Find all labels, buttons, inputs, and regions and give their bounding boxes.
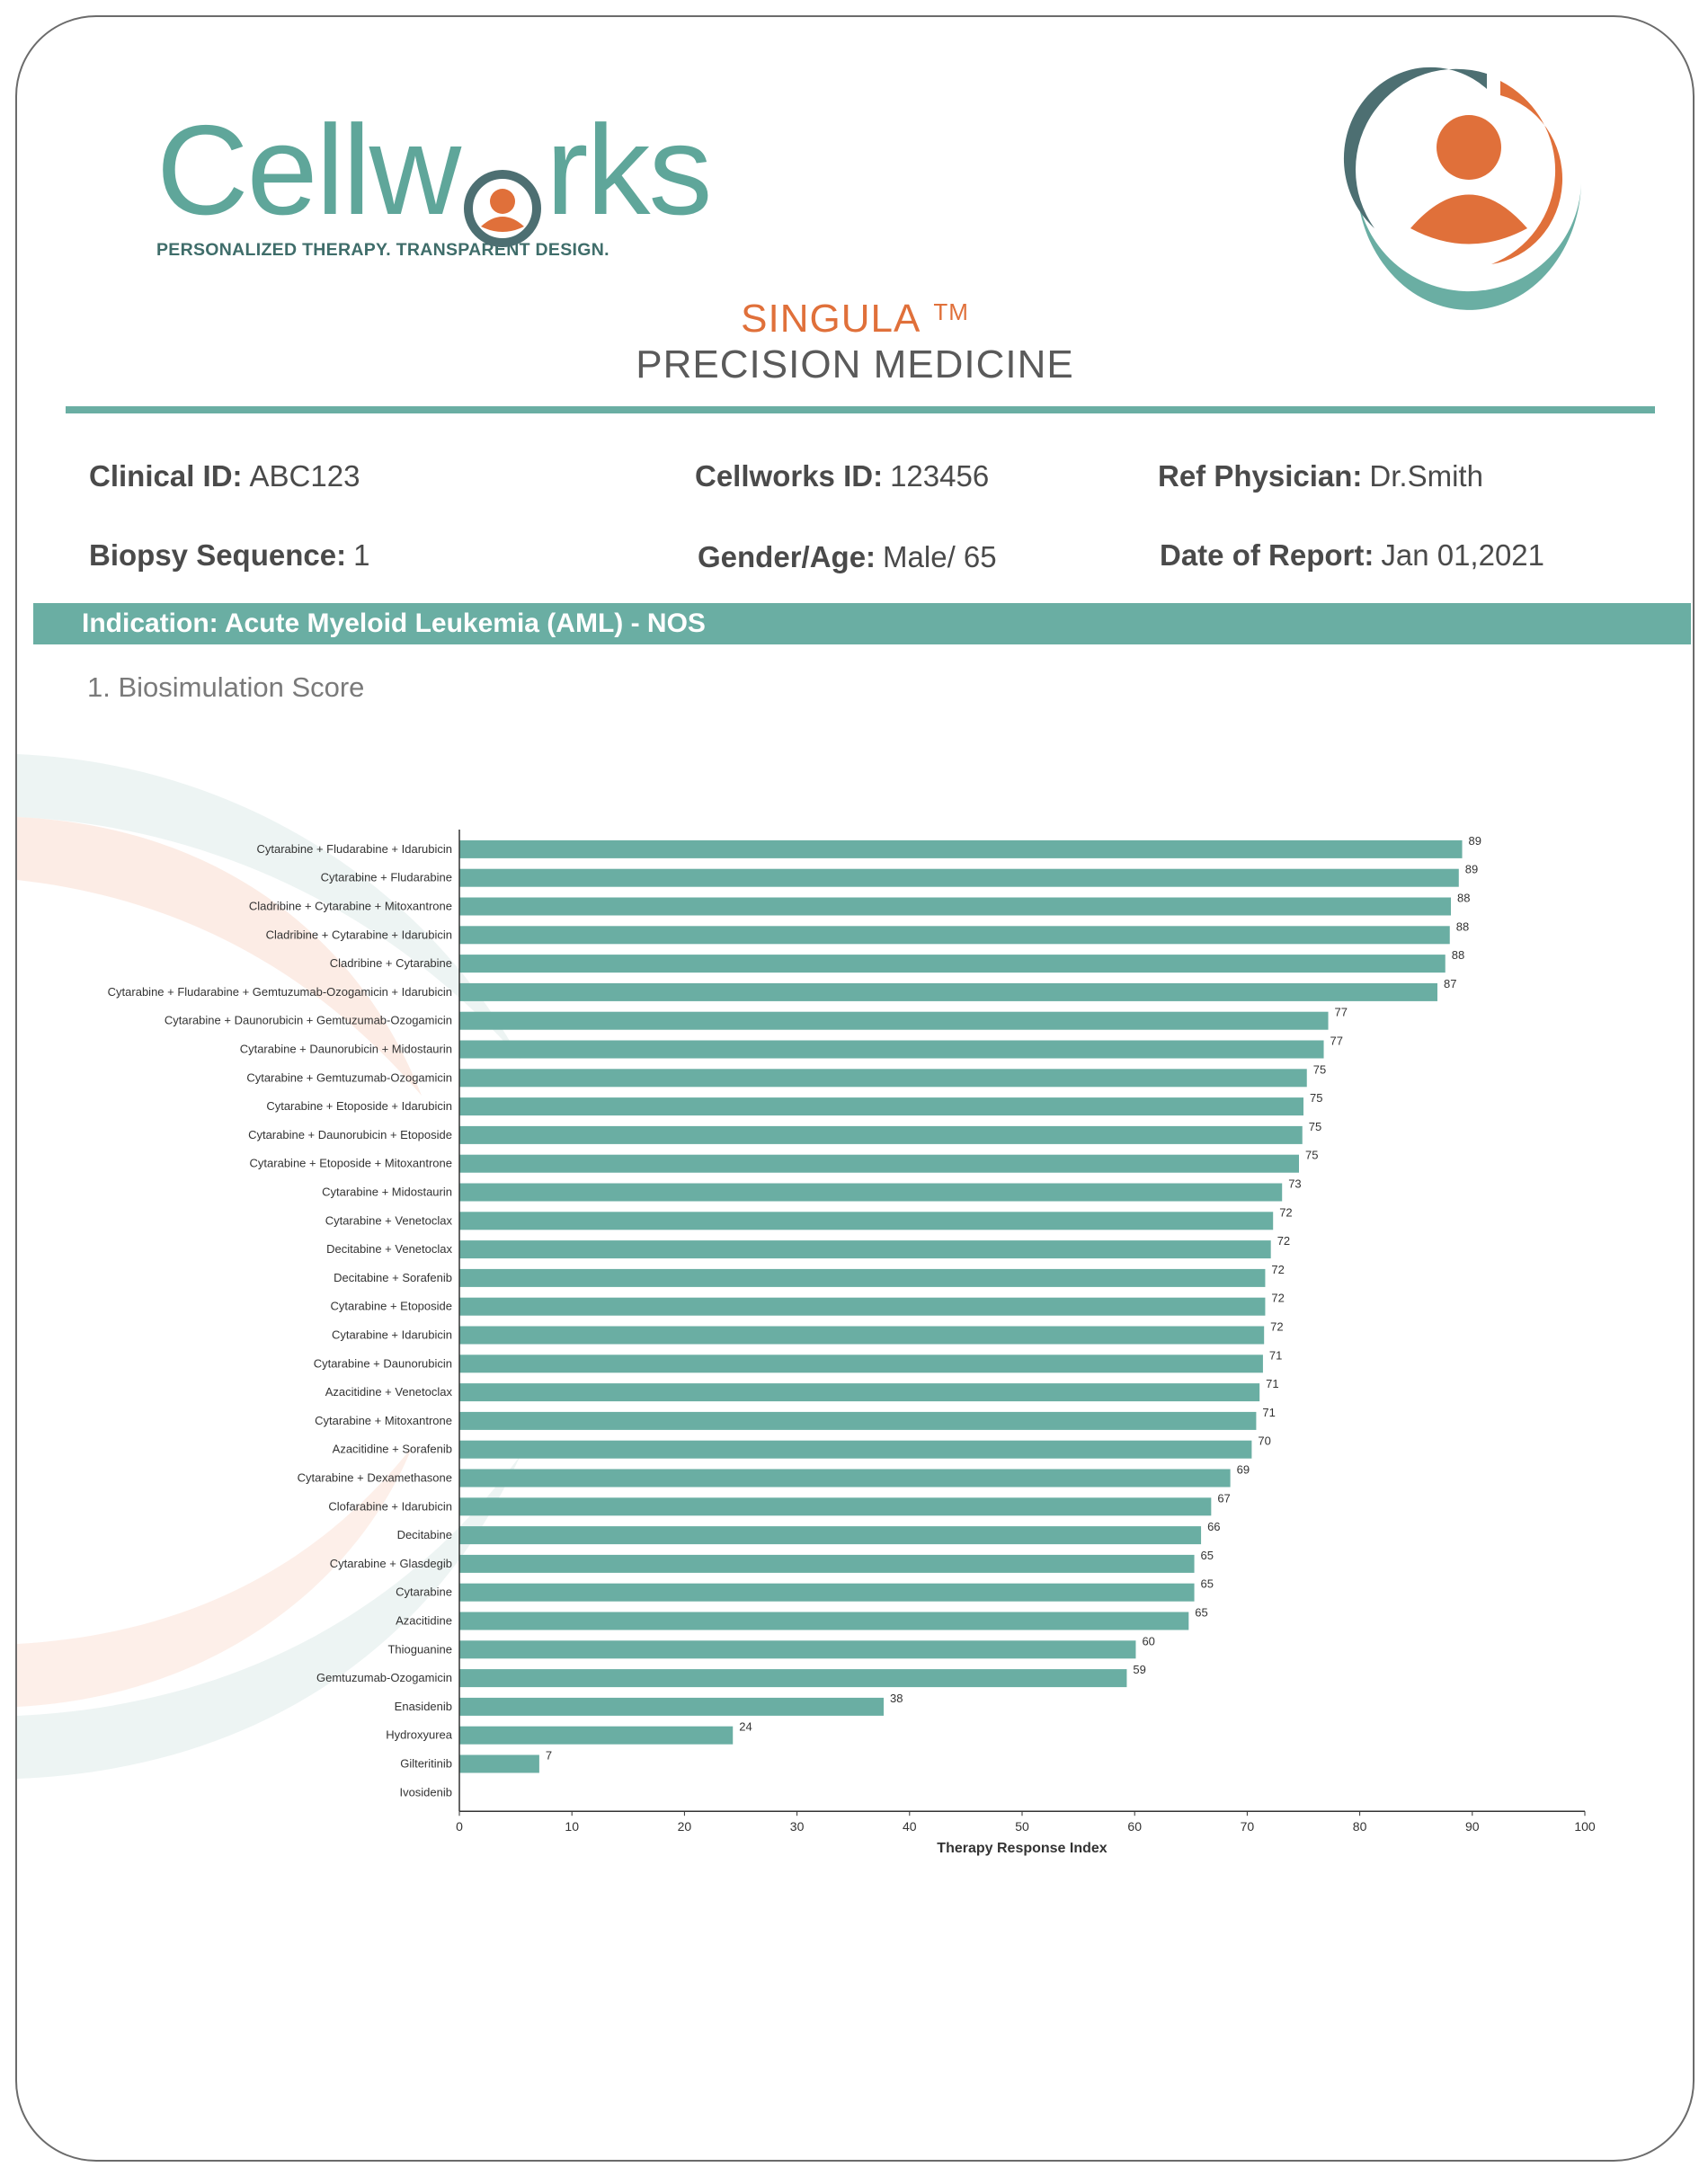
x-tick-label: 90	[1465, 1819, 1480, 1834]
category-label: Gemtuzumab-Ozogamicin	[316, 1671, 452, 1685]
category-label: Ivosidenib	[399, 1785, 452, 1799]
gender-age-field: Gender/Age: Male/ 65	[698, 540, 997, 573]
bar	[459, 1383, 1259, 1401]
bar	[459, 1669, 1126, 1687]
data-label: 70	[1258, 1434, 1271, 1448]
category-label: Cytarabine + Glasdegib	[329, 1556, 452, 1570]
data-label: 60	[1142, 1634, 1155, 1648]
x-tick-label: 60	[1127, 1819, 1142, 1834]
data-label: 71	[1268, 1348, 1283, 1363]
x-tick-label: 80	[1352, 1819, 1367, 1834]
data-label: 71	[1262, 1405, 1276, 1419]
x-tick-label: 50	[1015, 1819, 1029, 1834]
category-label: Azacitidine + Venetoclax	[325, 1385, 452, 1399]
data-label: 72	[1270, 1319, 1284, 1334]
data-label: 77	[1334, 1005, 1348, 1019]
bar	[459, 1470, 1231, 1488]
data-label: 88	[1451, 948, 1465, 963]
category-label: Cytarabine + Midostaurin	[322, 1185, 452, 1199]
data-label: 89	[1464, 862, 1479, 876]
section-title: 1. Biosimulation Score	[87, 671, 365, 703]
data-label: 65	[1200, 1548, 1214, 1562]
category-label: Cytarabine + Gemtuzumab-Ozogamicin	[246, 1070, 452, 1085]
product-name: SINGULA	[741, 297, 921, 341]
bar	[459, 1327, 1264, 1345]
date-of-report-field: Date of Report: Jan 01,2021	[1160, 538, 1545, 572]
data-label: 75	[1304, 1148, 1319, 1162]
data-label: 72	[1271, 1291, 1285, 1305]
bar	[459, 1069, 1307, 1087]
data-label: 66	[1207, 1520, 1221, 1534]
category-label: Hydroxyurea	[386, 1727, 452, 1742]
data-label: 88	[1457, 891, 1471, 905]
category-label: Cytarabine + Daunorubicin + Midostaurin	[239, 1042, 452, 1056]
bar	[459, 1097, 1303, 1115]
bar	[459, 898, 1451, 916]
category-label: Cytarabine + Etoposide + Mitoxantrone	[249, 1156, 452, 1170]
bar	[459, 955, 1446, 973]
bar	[459, 1612, 1188, 1630]
data-label: 75	[1310, 1091, 1323, 1106]
data-label: 72	[1271, 1262, 1285, 1276]
bar	[459, 1269, 1265, 1287]
category-label: Azacitidine	[396, 1613, 452, 1628]
product-subtitle: PRECISION MEDICINE	[636, 342, 1074, 386]
category-label: Cytarabine + Mitoxantrone	[315, 1413, 452, 1427]
data-label: 7	[545, 1748, 553, 1763]
category-label: Clofarabine + Idarubicin	[328, 1499, 452, 1514]
cellworks-id-field: Cellworks ID: 123456	[695, 459, 990, 493]
x-tick-label: 0	[456, 1819, 463, 1834]
data-label: 65	[1200, 1576, 1214, 1591]
bar	[459, 1155, 1299, 1173]
trademark-symbol: TM	[933, 298, 969, 325]
data-label: 71	[1266, 1377, 1279, 1391]
data-label: 89	[1468, 833, 1482, 848]
x-tick-label: 100	[1574, 1819, 1596, 1834]
data-label: 67	[1217, 1491, 1231, 1505]
biosimulation-bar-chart	[17, 17, 1693, 2160]
bar	[459, 1441, 1251, 1459]
category-label: Thioguanine	[387, 1642, 452, 1656]
data-label: 38	[890, 1691, 903, 1705]
bar	[459, 1184, 1282, 1202]
category-label: Decitabine	[396, 1528, 452, 1542]
x-tick-label: 40	[903, 1819, 917, 1834]
category-label: Cytarabine + Daunorubicin	[313, 1356, 452, 1371]
bar	[459, 869, 1459, 887]
bar	[459, 1698, 884, 1716]
x-tick-label: 20	[677, 1819, 692, 1834]
category-label: Cytarabine + Etoposide	[330, 1299, 452, 1313]
category-label: Cladribine + Cytarabine	[329, 956, 452, 971]
x-tick-label: 70	[1240, 1819, 1255, 1834]
bar	[459, 1497, 1211, 1515]
bar	[459, 926, 1450, 944]
data-label: 73	[1288, 1177, 1302, 1191]
data-label: 24	[739, 1719, 752, 1734]
data-label: 69	[1236, 1462, 1250, 1477]
bar	[459, 840, 1463, 858]
logo-wordmark: Cellw rks	[156, 99, 711, 242]
data-label: 75	[1308, 1119, 1322, 1133]
category-label: Cladribine + Cytarabine + Idarubicin	[265, 928, 452, 942]
category-label: Cytarabine + Fludarabine + Gemtuzumab-Ozogamicin + Idarubicin	[107, 984, 452, 999]
data-label: 72	[1277, 1234, 1291, 1248]
clinical-id-field: Clinical ID: ABC123	[89, 459, 360, 493]
bar	[459, 1354, 1263, 1372]
data-label: 65	[1195, 1605, 1208, 1620]
bar	[459, 1041, 1324, 1059]
category-label: Decitabine + Venetoclax	[326, 1242, 452, 1257]
report-page	[15, 15, 1695, 2162]
data-label: 72	[1279, 1205, 1293, 1220]
category-label: Cytarabine + Idarubicin	[331, 1328, 452, 1342]
logo-tagline: PERSONALIZED THERAPY. TRANSPARENT DESIGN.	[156, 240, 609, 260]
data-label: 75	[1312, 1062, 1327, 1077]
bar	[459, 1412, 1256, 1430]
category-label: Cytarabine + Daunorubicin + Etoposide	[248, 1127, 452, 1141]
data-label: 87	[1443, 976, 1457, 990]
category-label: Cytarabine + Fludarabine + Idarubicin	[256, 841, 452, 856]
category-label: Decitabine + Sorafenib	[334, 1270, 452, 1284]
category-label: Gilteritinib	[400, 1756, 452, 1771]
bar	[459, 1640, 1135, 1658]
x-axis-title: Therapy Response Index	[937, 1841, 1108, 1857]
indication-text: Indication: Acute Myeloid Leukemia (AML) - NOS	[82, 608, 706, 638]
biopsy-sequence-field: Biopsy Sequence: 1	[89, 538, 370, 572]
bar	[459, 1526, 1201, 1544]
bar	[459, 1755, 539, 1773]
bar	[459, 1012, 1329, 1030]
category-label: Cytarabine + Venetoclax	[325, 1213, 452, 1228]
data-label: 77	[1330, 1034, 1344, 1048]
category-label: Cytarabine + Fludarabine	[320, 870, 452, 884]
bar	[459, 983, 1437, 1001]
category-label: Cytarabine + Etoposide + Idarubicin	[266, 1099, 452, 1114]
category-label: Cytarabine	[396, 1585, 452, 1599]
category-label: Cladribine + Cytarabine + Mitoxantrone	[248, 899, 452, 913]
bar	[459, 1240, 1271, 1258]
category-label: Azacitidine + Sorafenib	[332, 1442, 452, 1456]
bar	[459, 1212, 1273, 1230]
category-label: Cytarabine + Dexamethasone	[297, 1470, 452, 1485]
ref-physician-field: Ref Physician: Dr.Smith	[1158, 459, 1483, 493]
bar	[459, 1555, 1195, 1573]
data-label: 88	[1455, 919, 1470, 934]
x-tick-label: 30	[789, 1819, 805, 1834]
bar	[459, 1298, 1265, 1316]
bar	[459, 1727, 733, 1745]
category-label: Cytarabine + Daunorubicin + Gemtuzumab-Ozogamicin	[164, 1013, 452, 1027]
x-tick-label: 10	[565, 1819, 579, 1834]
category-label: Enasidenib	[394, 1699, 452, 1713]
data-label: 59	[1133, 1663, 1146, 1677]
bar	[459, 1126, 1303, 1144]
bar	[459, 1584, 1195, 1602]
